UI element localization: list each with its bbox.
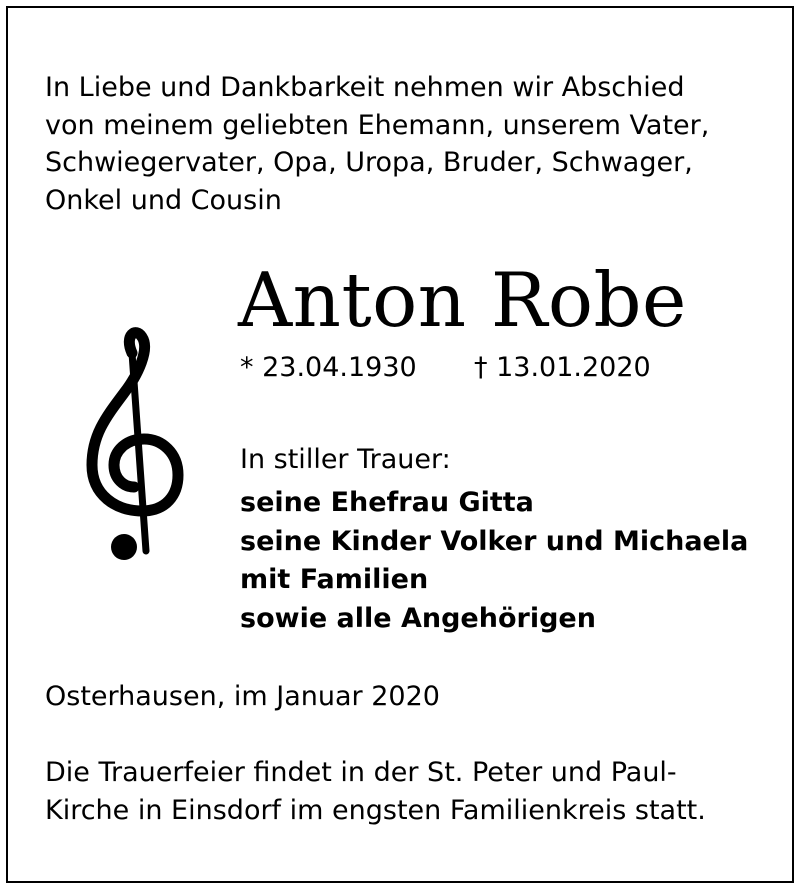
deceased-name: Anton Robe bbox=[238, 256, 687, 344]
mourning-label: In stiller Trauer: bbox=[240, 444, 451, 475]
mourner-line: seine Kinder Volker und Michaela bbox=[240, 525, 749, 557]
birth-date: * 23.04.1930 bbox=[240, 352, 417, 383]
treble-clef-icon bbox=[80, 325, 190, 565]
intro-text bbox=[45, 69, 765, 219]
mourner-line: mit Familien bbox=[240, 564, 429, 595]
mourners-list bbox=[240, 484, 748, 638]
mourner-line: sowie alle Angehörigen bbox=[240, 602, 596, 634]
intro-line: von meinem geliebten Ehemann, unserem Vater, bbox=[45, 109, 710, 141]
place-date: Osterhausen, im Januar 2020 bbox=[45, 681, 440, 712]
intro-line: Onkel und Cousin bbox=[45, 184, 282, 216]
funeral-info bbox=[45, 754, 706, 829]
funeral-line: Kirche in Einsdorf im engsten Familienkreis statt. bbox=[45, 794, 706, 826]
intro-line: In Liebe und Dankbarkeit nehmen wir Abschied bbox=[45, 72, 685, 103]
intro-line: Schwiegervater, Opa, Uropa, Bruder, Schwager, bbox=[45, 147, 693, 178]
mourner-line: seine Ehefrau Gitta bbox=[240, 487, 534, 518]
funeral-line: Die Trauerfeier findet in der St. Peter und Paul- bbox=[45, 757, 677, 788]
death-date: † 13.01.2020 bbox=[474, 352, 651, 383]
